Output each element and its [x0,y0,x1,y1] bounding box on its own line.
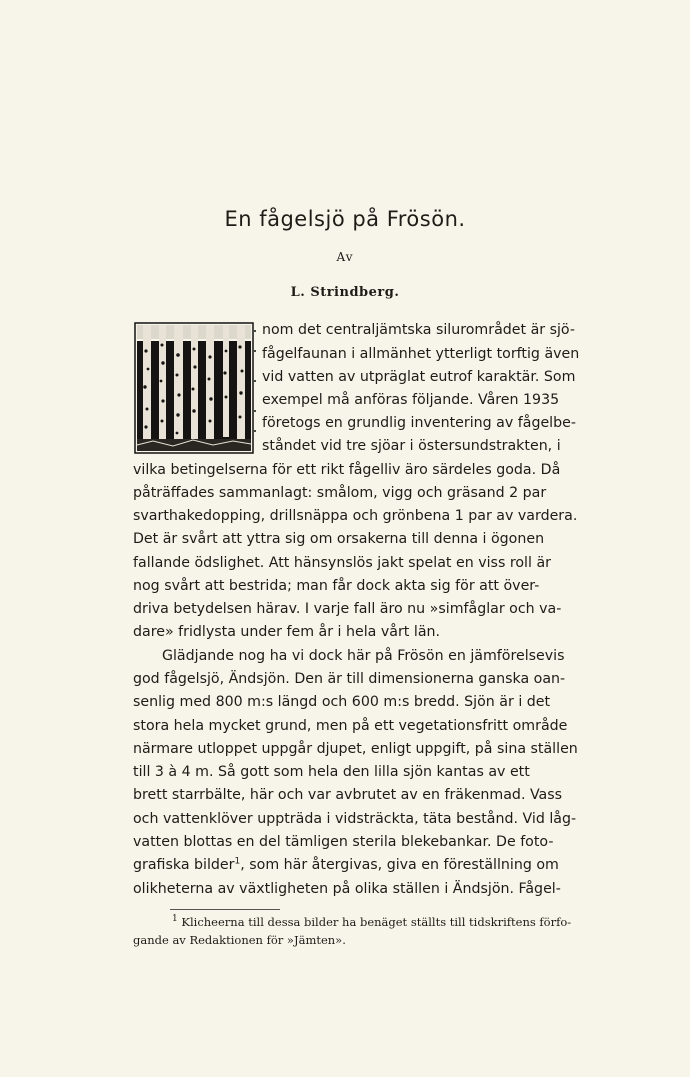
footnote-reference: 1 [234,856,241,867]
body-line-23: vatten blottas en del tämligen sterila blekebankar. De foto- [133,834,554,850]
body-line-15: Glädjande nog ha vi dock här på Frösön en jämförelsevis [162,648,565,664]
footnote-line-1 [172,914,571,930]
body-line-4: exempel må anföras följande. Våren 1935 [262,392,560,408]
body-line-21: brett starrbälte, här och var avbrutet av en fräkenmad. Vass [133,787,563,803]
body-line-13: driva betydelsen härav. I varje fall äro nu »simfåglar och va- [133,601,562,617]
footnote-line-2: gande av Redaktionen för »Jämten». [133,933,346,947]
body-line-12: nog svårt att bestrida; man får dock akta sig för att över- [133,578,540,594]
body-line-20: till 3 à 4 m. Så gott som hela den lilla sjön kantas av ett [133,764,530,780]
footnote-divider [170,909,280,910]
body-line-24-end: , som här återgivas, giva en föreställning om [240,857,559,873]
body-line-3: vid vatten av utpräglat eutrof karaktär. Som [262,369,576,385]
article-title: En fågelsjö på Frösön. [224,207,466,231]
body-line-5: företogs en grundlig inventering av fågelbe- [262,415,576,431]
body-line-18: stora hela mycket grund, men på ett vegetationsfritt område [133,718,568,734]
footnote-marker: 1 [172,914,178,925]
decorative-initial-woodcut [133,321,259,456]
body-line-25: olikheterna av växtligheten på olika ställen i Ändsjön. Fågel- [133,881,561,897]
footnote-text-1: Klicheerna till dessa bilder ha benäget ställts till tidskriftens förfo- [181,915,572,929]
body-line-19: närmare utloppet uppgår djupet, enligt uppgift, på sina ställen [133,741,578,757]
body-line-24-start: grafiska bilder [133,857,235,873]
body-line-8: påträffades sammanlagt: smålom, vigg och gräsand 2 par [133,485,547,501]
body-line-14: dare» fridlysta under fem år i hela vårt län. [133,624,441,640]
author-name: L. Strindberg. [290,285,400,300]
byline: Av [336,250,354,264]
body-line-22: och vattenklöver uppträda i vidsträckta, täta bestånd. Vid låg- [133,811,577,827]
body-line-2: fågelfaunan i allmänhet ytterligt torftig även [262,346,580,362]
body-line-1: nom det centraljämtska silurområdet är sjö- [262,322,575,338]
body-line-7: vilka betingelserna för ett rikt fågelliv äro särdeles goda. Då [133,462,561,478]
body-line-10: Det är svårt att yttra sig om orsakerna till denna i ögonen [133,531,545,547]
body-line-16: god fågelsjö, Ändsjön. Den är till dimensionerna ganska oan- [133,671,566,687]
body-line-6: ståndet vid tre sjöar i östersundstrakten, i [262,438,561,454]
body-line-24 [133,855,559,877]
body-line-17: senlig med 800 m:s längd och 600 m:s bredd. Sjön är i det [133,694,551,710]
body-line-11: fallande ödslighet. Att hänsynslös jakt spelat en viss roll är [133,555,551,571]
body-line-9: svarthakedopping, drillsnäppa och grönbena 1 par av vardera. [133,508,578,524]
